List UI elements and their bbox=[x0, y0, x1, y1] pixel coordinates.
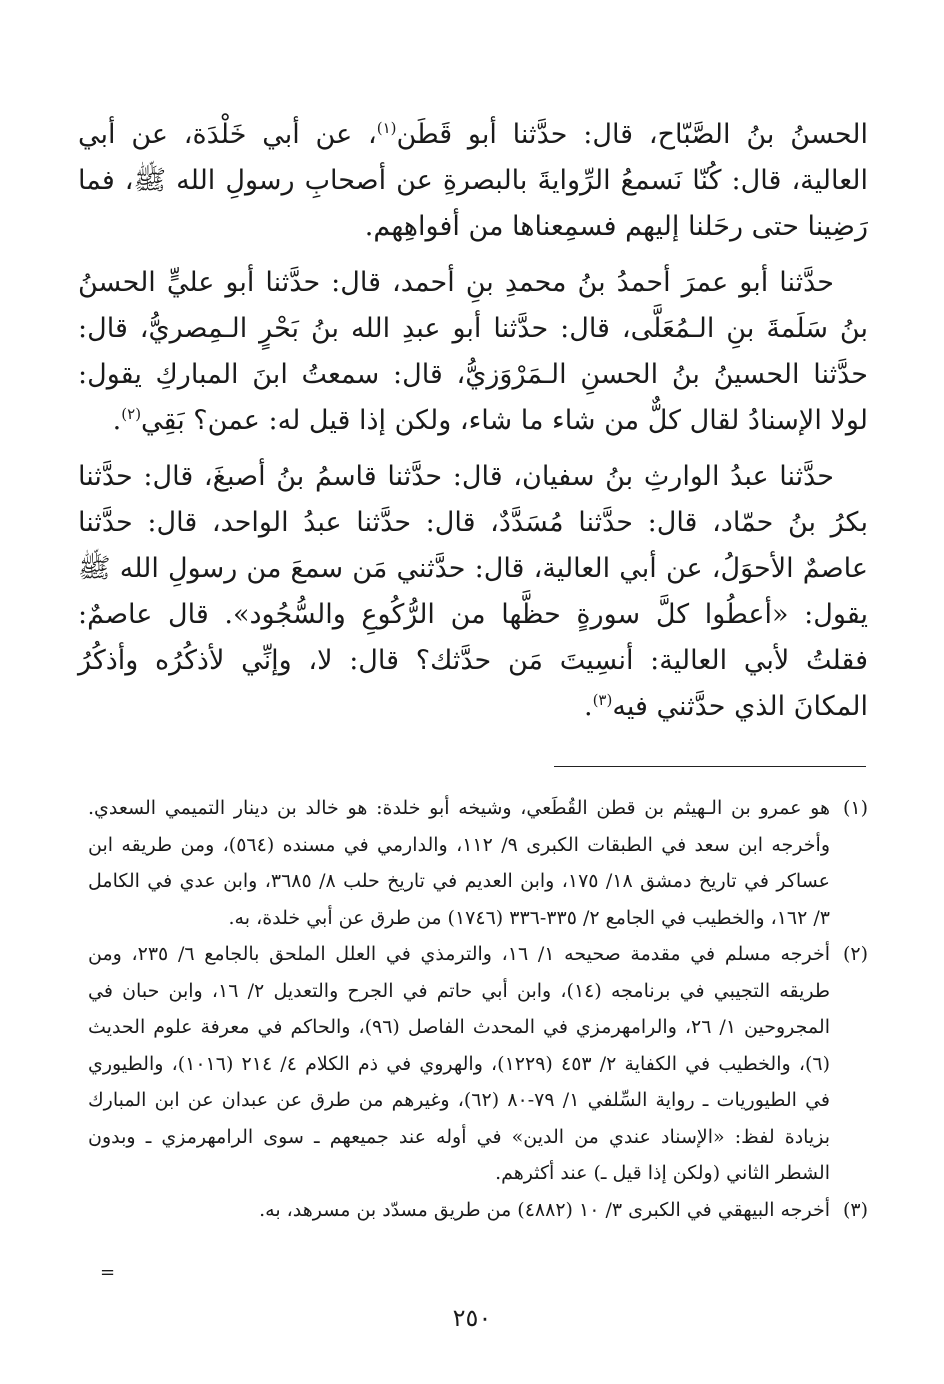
footnote-number: (٣) bbox=[842, 1198, 868, 1221]
footnote-number: (٢) bbox=[842, 943, 868, 965]
paragraph-1 bbox=[78, 112, 868, 250]
paragraph-1-text: الحسنُ بنُ الصَّبّاح، قال: حدَّثنا أبو قَطَن bbox=[396, 119, 868, 150]
paragraph-2 bbox=[78, 260, 868, 444]
footnote-text: هو عمرو بن الـهيثم بن قطن القُطَعي، وشيخه أبو خلدة: هو خالد بن دينار التميمي السعدي. وأخرجه ابن سعد في الطبقات الكبرى ٩/ ١١٢، والدارمي في مسنده (٥٦٤)، ومن طريقه ابن عساكر في تاريخ دمشق ١٨/ ١٧٥، وابن العديم في تاريخ حلب ٨/ ٣٦٨٥، وابن عدي في الكامل ٣/ ١٦٢، والخطيب في الجامع ٢/ ٣٣٥-٣٣٦ (١٧٤٦) من طرق عن أبي خلدة، به. bbox=[88, 797, 830, 929]
footnote-text: أخرجه مسلم في مقدمة صحيحه ١/ ١٦، والترمذي في العلل الملحق بالجامع ٦/ ٢٣٥، ومن طريقه التجيبي في برنامجه (١٤)، وابن أبي حاتم في الجرح والتعديل ٢/ ١٦، وابن حبان في المجروحين ١/ ٢٦، والرامهرمزي في المحدث الفاصل (٩٦)، والحاكم في معرفة علوم الحديث (٦)، والخطيب في الكفاية ٢/ ٤٥٣ (١٢٢٩)، والهروي في ذم الكلام ٤/ ٢١٤ (١٠١٦)، والطيوري في الطيوريات ـ رواية السِّلفي ١/ ٧٩-٨٠ (٦٢)، وغيرهم من طرق عن عبدان عن ابن المبارك بزيادة لفظ: «الإسناد عندي من الدين» في أوله عند جميعهم ـ سوى الرامهرمزي ـ وبدون الشطر الثاني (ولكن إذا قيل ـ) عند أكثرهم. bbox=[88, 943, 831, 1184]
paragraph-3-after: . bbox=[583, 691, 593, 722]
footnote-separator bbox=[554, 766, 866, 767]
paragraph-2-after: . bbox=[112, 405, 122, 436]
footnote-1 bbox=[88, 790, 868, 936]
footnotes bbox=[88, 790, 868, 1228]
footnote-ref-2: (٢) bbox=[121, 405, 142, 423]
footnote-text: أخرجه البيهقي في الكبرى ٣/ ١٠ (٤٨٨٢) من طريق مسدّد بن مسرهد، به. bbox=[259, 1198, 830, 1221]
footnote-3 bbox=[88, 1192, 868, 1229]
paragraph-3-text: حدَّثنا عبدُ الوارثِ بنُ سفيان، قال: حدَّثنا قاسمُ بنُ أصبغَ، قال: حدَّثنا بكرُ بنُ حمّاد، قال: حدَّثنا مُسَدَّدٌ، قال: حدَّثنا عبدُ الواحد، قال: حدَّثنا عاصمٌ الأحوَلُ، عن أبي العالية، قال: حدَّثني مَن سمعَ من رسولِ الله ﷺ يقول: «أعطُوا كلَّ سورةٍ حظَّها من الرُّكُوعِ والسُّجُود». قال عاصمٌ: فقلتُ لأبي العالية: أنسِيتَ مَن حدَّثك؟ قال: لا، وإنِّي لأذكُرُه وأذكُرُ المكانَ الذي حدَّثني فيه bbox=[78, 461, 868, 722]
continuation-mark: = bbox=[100, 1262, 116, 1283]
footnote-ref-3: (٣) bbox=[592, 691, 613, 709]
paragraph-2-text: حدَّثنا أبو عمرَ أحمدُ بنُ محمدِ بنِ أحمد، قال: حدَّثنا أبو عليٍّ الحسنُ بنُ سَلَمةَ بنِ الـمُعَلَّى، قال: حدَّثنا أبو عبدِ الله بنُ بَحْرٍ الـمِصريُّ، قال: حدَّثنا الحسينُ بنُ الحسنِ الـمَرْوَزيُّ، قال: سمعتُ ابنَ المباركِ يقول: لولا الإسنادُ لقال كلٌّ من شاء ما شاء، ولكن إذا قيل له: عمن؟ بَقِي bbox=[78, 267, 868, 436]
page-number: ٢٥٠ bbox=[452, 1304, 492, 1332]
paragraph-3 bbox=[78, 454, 868, 730]
main-text bbox=[78, 112, 868, 740]
footnote-ref-1: (١) bbox=[376, 119, 397, 137]
paragraph-1-after: ، عن أبي خَلْدَة، عن أبي العالية، قال: كُنّا نَسمعُ الرِّوايةَ بالبصرةِ عن أصحابِ رسولِ الله ﷺ، فما رَضِينا حتى رحَلنا إليهم فسمِعناها من أفواهِهم. bbox=[78, 119, 868, 242]
footnote-2 bbox=[88, 936, 868, 1192]
footnote-number: (١) bbox=[842, 797, 868, 819]
